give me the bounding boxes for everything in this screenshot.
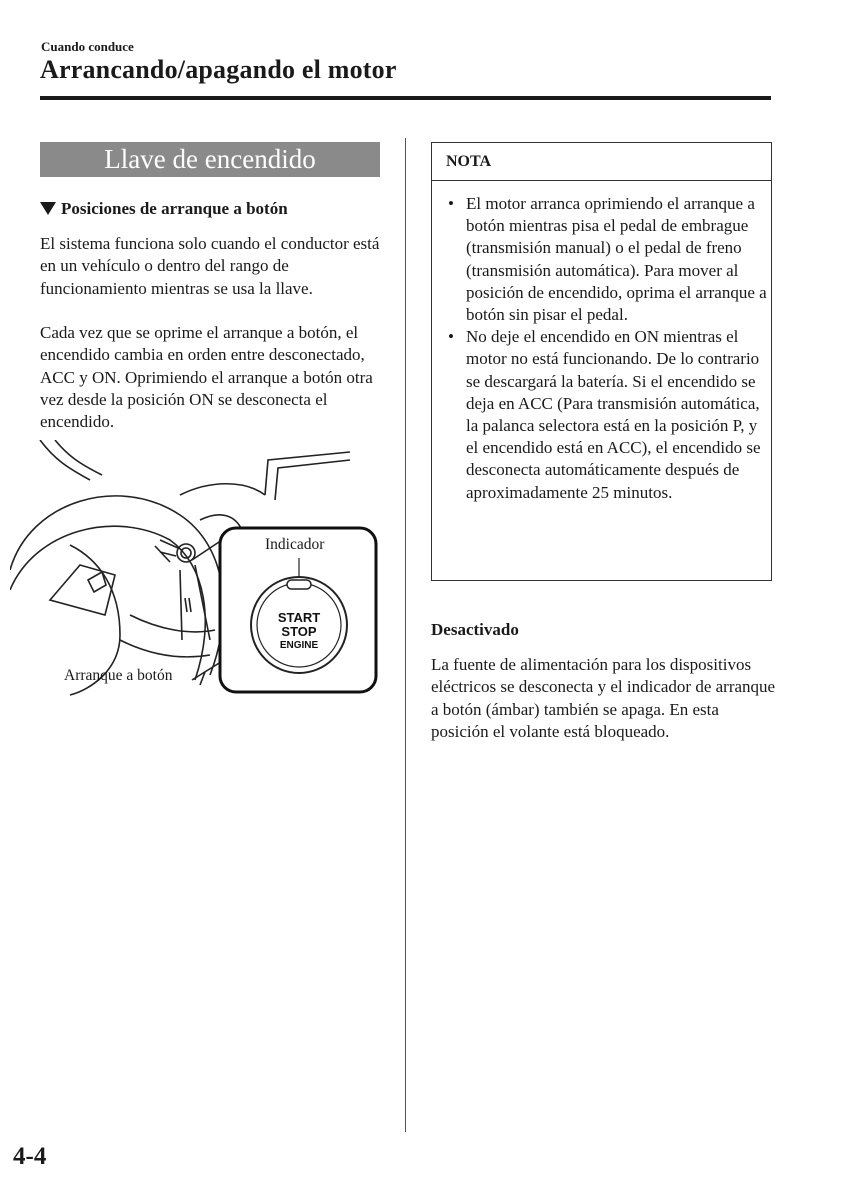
triangle-down-icon [40,202,56,215]
subheading-text: Posiciones de arranque a botón [61,199,288,218]
button-label-engine: ENGINE [279,640,319,651]
subheading [40,199,288,219]
nota-box [431,142,772,581]
button-label-stop: STOP [281,624,317,639]
nota-item-text: El motor arranca oprimiendo el arranque a botón mientras pisa el pedal de embrague (transmisión manual) o el pedal de freno (transmisión automática). Para mover al posición de encendido, oprima el arranque a botón sin pisar el pedal. [466,194,767,325]
list-item [446,326,768,504]
dashboard-illustration [10,440,385,700]
bullet: • [448,194,454,213]
list-item [446,193,768,326]
desactivado-heading: Desactivado [431,620,519,639]
title-rule [40,96,771,100]
body-paragraph-2: Cada vez que se oprime el arranque a botón, el encendido cambia en orden entre desconectado, ACC y ON. Oprimiendo el arranque a botón otra vez desde la posición ON se desconecta el encendido. [40,323,373,432]
page-number: 4-4 [13,1143,47,1170]
body-paragraph-1: El sistema funciona solo cuando el conductor está en un vehículo o dentro del rango de funcionamiento mientras se usa la llave. [40,234,380,298]
section-banner: Llave de encendido [40,142,380,177]
button-label-start: START [277,610,321,625]
nota-heading: NOTA [432,143,771,181]
label-arranque-boton: Arranque a botón [64,667,173,684]
dashboard-figure [10,440,385,700]
page-title: Arrancando/apagando el motor [40,55,397,84]
desactivado-paragraph: La fuente de alimentación para los dispositivos eléctricos se desconecta y el indicador de arranque a botón (ámbar) también se apaga. En esta posición el volante está bloqueado. [431,655,776,741]
nota-item-text: No deje el encendido en ON mientras el motor no está funcionando. De lo contrario se descargará la batería. Si el encendido se deja en ACC (Para transmisión automática, la palanca selectora está en la posición P, y el encendido está en ACC), el encendido se desconecta automáticamente después de aproximadamente 25 minutos. [466,327,761,502]
section-kicker: Cuando conduce [41,39,134,54]
label-indicador: Indicador [265,536,325,553]
column-divider [405,138,406,1132]
bullet: • [448,327,454,347]
nota-list [446,193,768,504]
